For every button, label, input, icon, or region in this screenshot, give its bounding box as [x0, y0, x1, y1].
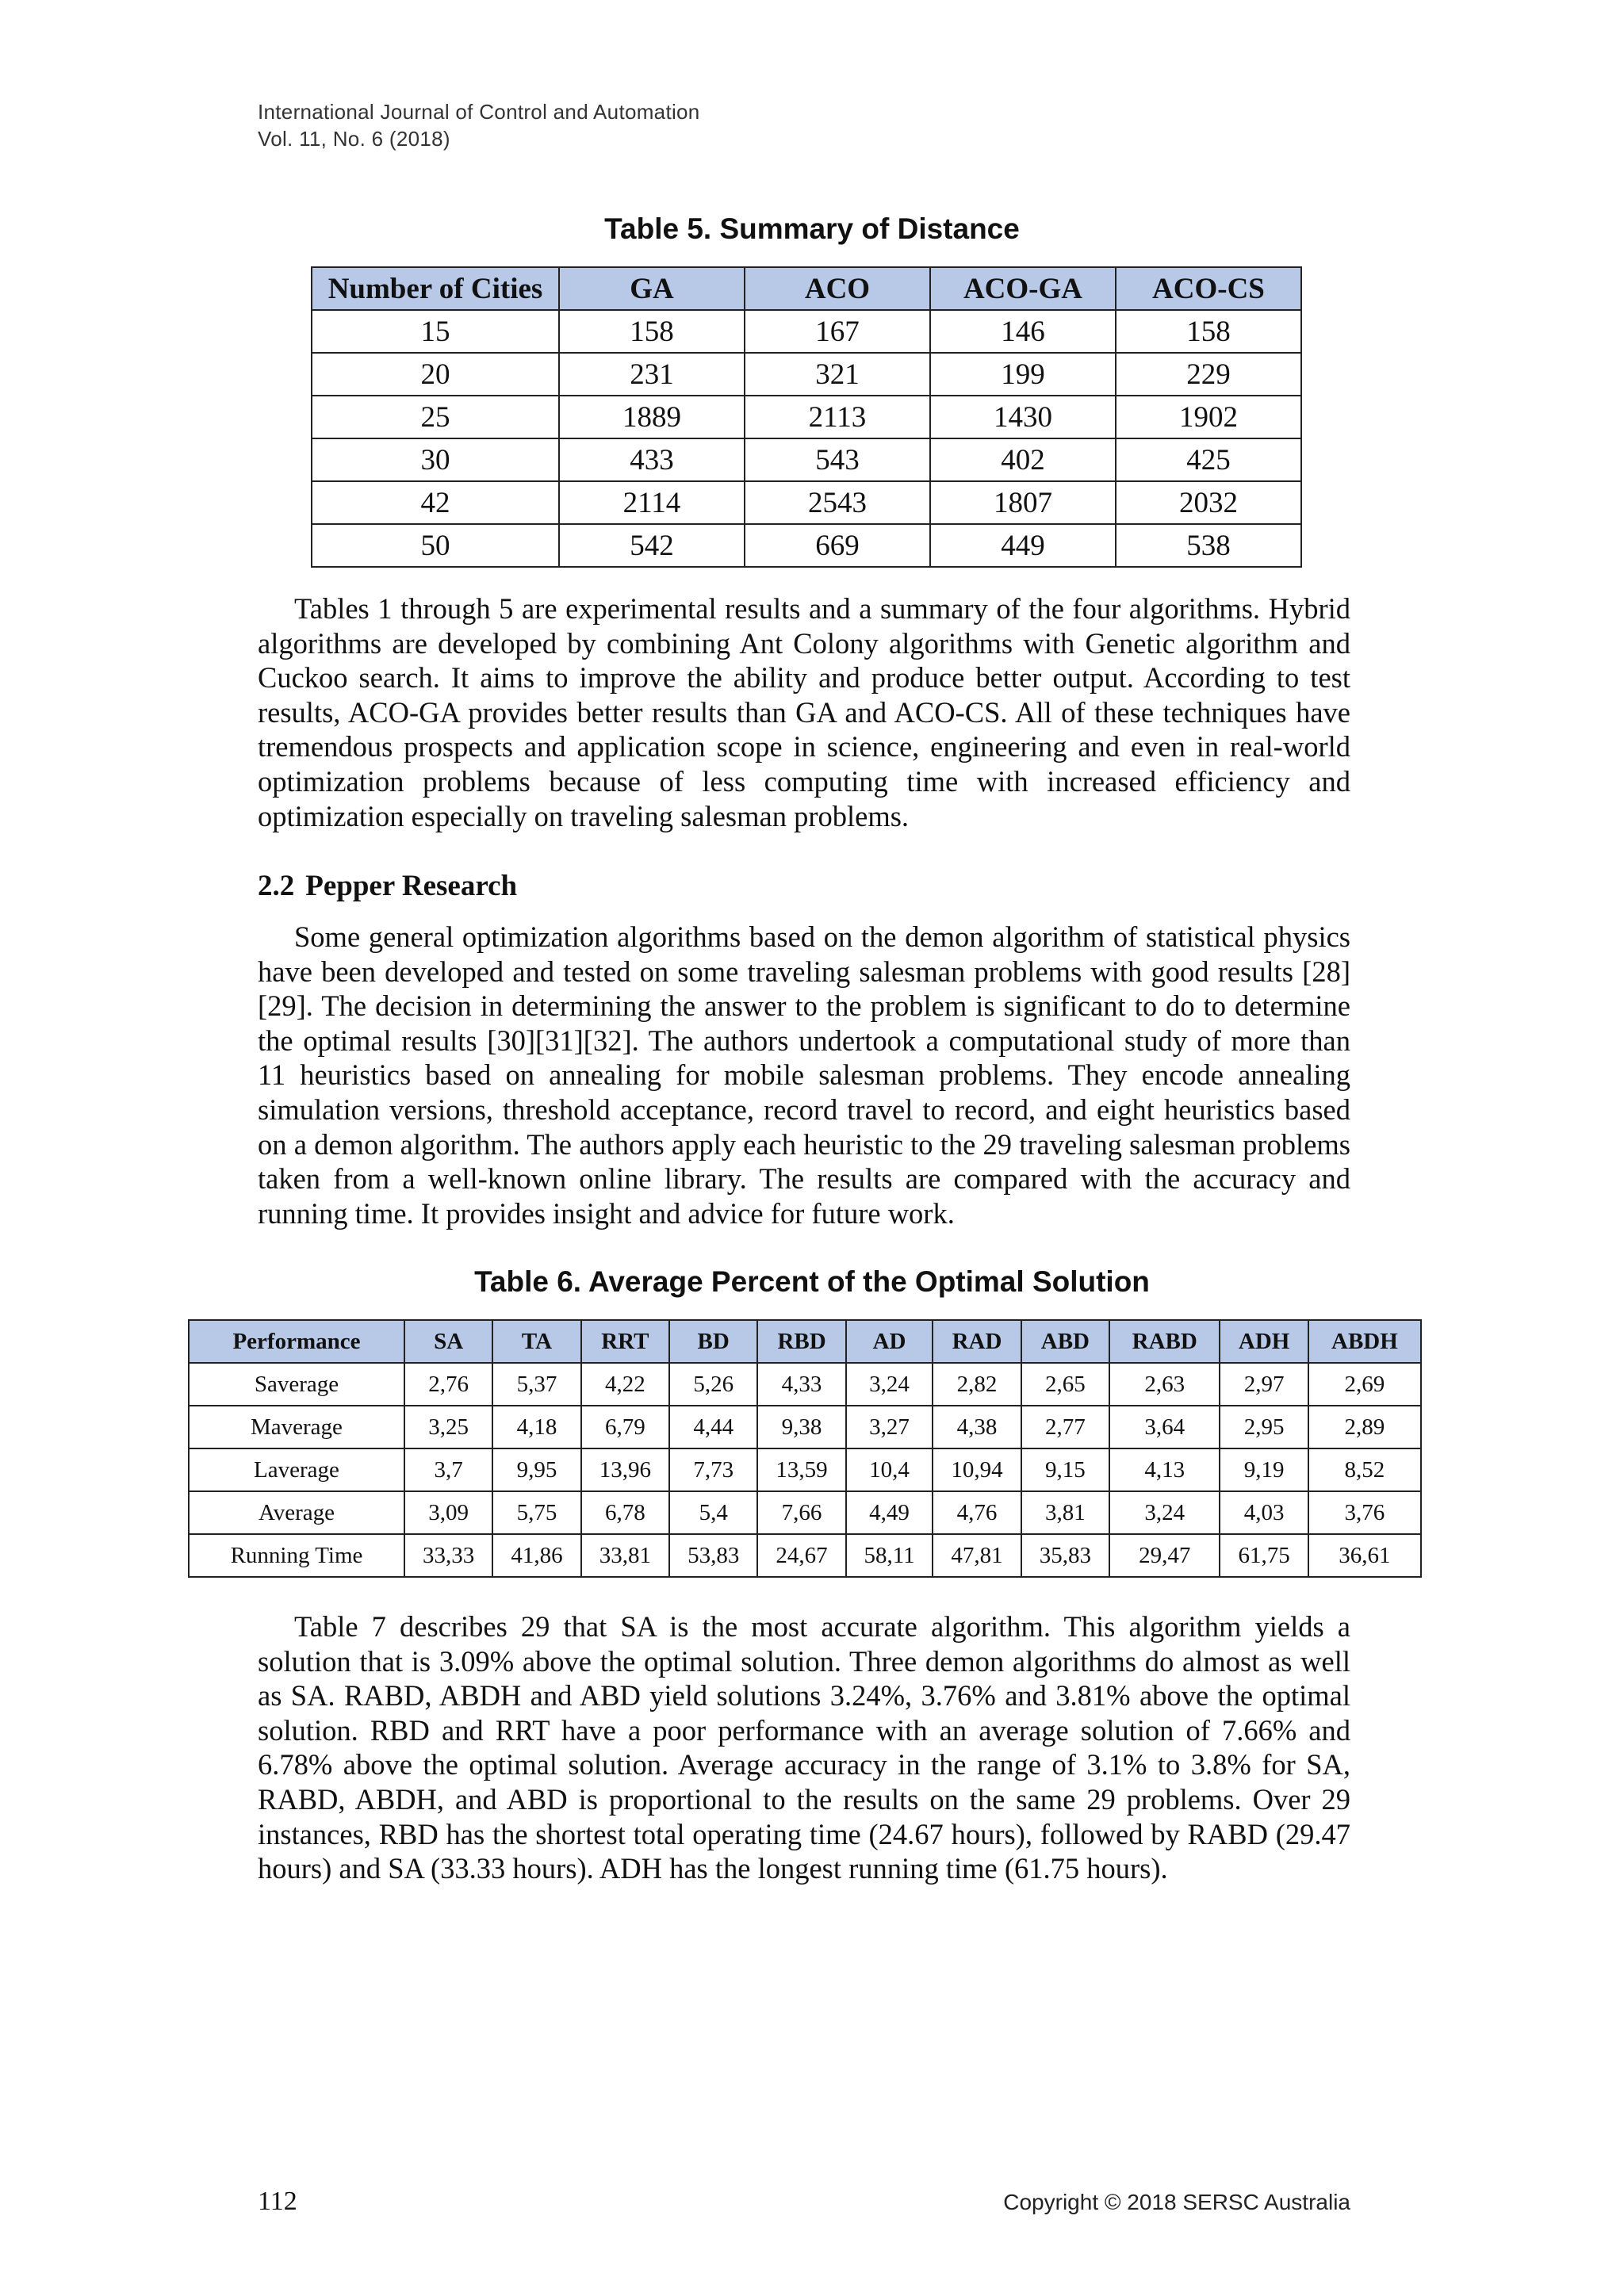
table-cell: 2,76 [404, 1363, 492, 1406]
table-cell: Laverage [189, 1448, 404, 1491]
table-cell: 33,33 [404, 1534, 492, 1577]
page-number: 112 [258, 2187, 297, 2216]
table-cell: 8,52 [1308, 1448, 1421, 1491]
table-cell: 2,89 [1308, 1406, 1421, 1448]
table-cell: 146 [930, 310, 1116, 353]
table-row [312, 396, 1301, 438]
table6-header-cell: Performance [189, 1320, 404, 1363]
table5-header-cell: ACO [745, 267, 930, 310]
table-cell: 402 [930, 438, 1116, 481]
table-cell: 2,97 [1220, 1363, 1308, 1406]
table-cell: Saverage [189, 1363, 404, 1406]
table-row [312, 353, 1301, 396]
table6-header-cell: ABDH [1308, 1320, 1421, 1363]
table6-header-cell: BD [669, 1320, 757, 1363]
table-cell: 3,27 [846, 1406, 933, 1448]
table-cell: 6,78 [581, 1491, 669, 1534]
table-cell: 3,24 [846, 1363, 933, 1406]
table-cell: 2032 [1116, 481, 1301, 524]
table-cell: 538 [1116, 524, 1301, 567]
table5-header-row [312, 267, 1301, 310]
table-row [189, 1448, 1421, 1491]
table5-caption: Table 5. Summary of Distance [604, 212, 1020, 245]
table-cell: 3,64 [1109, 1406, 1220, 1448]
table-cell: 35,83 [1021, 1534, 1109, 1577]
table-cell: 1430 [930, 396, 1116, 438]
table-cell: 10,94 [933, 1448, 1021, 1491]
table-cell: 4,18 [492, 1406, 580, 1448]
table-cell: 20 [312, 353, 559, 396]
table-cell: 158 [559, 310, 745, 353]
table6-caption: Table 6. Average Percent of the Optimal Solution [474, 1265, 1150, 1298]
table-row [312, 481, 1301, 524]
table-cell: 6,79 [581, 1406, 669, 1448]
table-cell: 1807 [930, 481, 1116, 524]
table-cell: 9,95 [492, 1448, 580, 1491]
table-cell: 42 [312, 481, 559, 524]
copyright-notice: Copyright © 2018 SERSC Australia [1003, 2190, 1350, 2214]
table-cell: 158 [1116, 310, 1301, 353]
table-cell: 4,13 [1109, 1448, 1220, 1491]
table-cell: 2543 [745, 481, 930, 524]
table-cell: 3,24 [1109, 1491, 1220, 1534]
table-cell: 3,09 [404, 1491, 492, 1534]
table-cell: 542 [559, 524, 745, 567]
table-cell: 231 [559, 353, 745, 396]
table-cell: 41,86 [492, 1534, 580, 1577]
table-row [189, 1491, 1421, 1534]
table-cell: 5,75 [492, 1491, 580, 1534]
table-cell: 47,81 [933, 1534, 1021, 1577]
table-cell: 7,66 [757, 1491, 845, 1534]
table-cell: 33,81 [581, 1534, 669, 1577]
table-cell: Running Time [189, 1534, 404, 1577]
table-cell: 13,59 [757, 1448, 845, 1491]
journal-volume: Vol. 11, No. 6 (2018) [258, 127, 450, 151]
table-row [312, 438, 1301, 481]
table-cell: 9,15 [1021, 1448, 1109, 1491]
table-cell: 4,76 [933, 1491, 1021, 1534]
table-cell: 4,49 [846, 1491, 933, 1534]
table-cell: 3,25 [404, 1406, 492, 1448]
table-row [189, 1534, 1421, 1577]
table-cell: 53,83 [669, 1534, 757, 1577]
table-cell: 425 [1116, 438, 1301, 481]
table-cell: 15 [312, 310, 559, 353]
table-row [312, 310, 1301, 353]
table-cell: 433 [559, 438, 745, 481]
paragraph-summary: Tables 1 through 5 are experimental results and a summary of the four algorithms. Hybrid algorithms are developed by combining Ant Colony algorithms with Genetic algorithm and Cuckoo search. It aims to improve the ability and produce better output. According to test results, ACO-GA provides better results than GA and ACO-CS. All of these techniques have tremendous prospects and application scope in science, engineering and even in real-world optimization problems because of less computing time with increased efficiency and optimization especially on traveling salesman problems. [258, 592, 1350, 832]
table-row [189, 1363, 1421, 1406]
table6-header-cell: TA [492, 1320, 580, 1363]
table-cell: 167 [745, 310, 930, 353]
table-cell: 2,95 [1220, 1406, 1308, 1448]
table-cell: 199 [930, 353, 1116, 396]
table-cell: 9,19 [1220, 1448, 1308, 1491]
table-cell: 4,22 [581, 1363, 669, 1406]
table-cell: 36,61 [1308, 1534, 1421, 1577]
table-cell: 543 [745, 438, 930, 481]
table6-header-row [189, 1320, 1421, 1363]
table-cell: 321 [745, 353, 930, 396]
table-cell: 2,69 [1308, 1363, 1421, 1406]
paragraph-pepper-research: Some general optimization algorithms based on the demon algorithm of statistical physics have been developed and tested on some traveling salesman problems with good results [28][29]. The decision in determining the answer to the problem is significant to do to determine the optimal results [30][31][32]. The authors undertook a computational study of more than 11 heuristics based on annealing for mobile salesman problems. They encode annealing simulation versions, threshold acceptance, record travel to record, and eight heuristics based on a demon algorithm. The authors apply each heuristic to the 29 traveling salesman problems taken from a well-known online library. The results are compared with the accuracy and running time. It provides insight and advice for future work. [258, 920, 1350, 1230]
table-cell: 58,11 [846, 1534, 933, 1577]
table-cell: 3,7 [404, 1448, 492, 1491]
table6-header-cell: RAD [933, 1320, 1021, 1363]
table-cell: 1902 [1116, 396, 1301, 438]
distance-summary-table [311, 266, 1302, 568]
table-cell: 30 [312, 438, 559, 481]
table-cell: 4,44 [669, 1406, 757, 1448]
table-cell: 5,4 [669, 1491, 757, 1534]
table-cell: 13,96 [581, 1448, 669, 1491]
table6-header-cell: AD [846, 1320, 933, 1363]
section-title: Pepper Research [305, 870, 518, 902]
table6-header-cell: RBD [757, 1320, 845, 1363]
table-cell: 3,81 [1021, 1491, 1109, 1534]
table-cell: 50 [312, 524, 559, 567]
table-cell: 24,67 [757, 1534, 845, 1577]
table-cell: 10,4 [846, 1448, 933, 1491]
table6-header-cell: ADH [1220, 1320, 1308, 1363]
table6-header-cell: SA [404, 1320, 492, 1363]
table-cell: 449 [930, 524, 1116, 567]
table-cell: 2,65 [1021, 1363, 1109, 1406]
table5-header-cell: GA [559, 267, 745, 310]
table-cell: 5,26 [669, 1363, 757, 1406]
table-row [189, 1406, 1421, 1448]
optimal-solution-table [188, 1319, 1422, 1578]
table5-header-cell: ACO-CS [1116, 267, 1301, 310]
table6-header-cell: RABD [1109, 1320, 1220, 1363]
journal-name: International Journal of Control and Automation [258, 100, 700, 124]
table-cell: 61,75 [1220, 1534, 1308, 1577]
table-cell: 669 [745, 524, 930, 567]
table-cell: Maverage [189, 1406, 404, 1448]
table-cell: 29,47 [1109, 1534, 1220, 1577]
table-cell: 2,63 [1109, 1363, 1220, 1406]
table-cell: 9,38 [757, 1406, 845, 1448]
table-cell: 7,73 [669, 1448, 757, 1491]
table-row [312, 524, 1301, 567]
table5-header-cell: Number of Cities [312, 267, 559, 310]
section-heading [258, 869, 517, 903]
section-number: 2.2 [258, 870, 295, 902]
paragraph-table7-discussion: Table 7 describes 29 that SA is the most accurate algorithm. This algorithm yields a solution that is 3.09% above the optimal solution. Three demon algorithms do almost as well as SA. RABD, ABDH and ABD yield solutions 3.24%, 3.76% and 3.81% above the optimal solution. RBD and RRT have a poor performance with an average solution of 7.66% and 6.78% above the optimal solution. Average accuracy in the range of 3.1% to 3.8% for SA, RABD, ABDH, and ABD is proportional to the results on the same 29 problems. Over 29 instances, RBD has the shortest total operating time (24.67 hours), followed by RABD (29.47 hours) and SA (33.33 hours). ADH has the longest running time (61.75 hours). [258, 1610, 1350, 1885]
table-cell: 2,77 [1021, 1406, 1109, 1448]
table6-header-cell: ABD [1021, 1320, 1109, 1363]
table5-header-cell: ACO-GA [930, 267, 1116, 310]
table-cell: 3,76 [1308, 1491, 1421, 1534]
table-cell: 4,03 [1220, 1491, 1308, 1534]
running-header [258, 98, 700, 152]
table-cell: 2113 [745, 396, 930, 438]
table6-header-cell: RRT [581, 1320, 669, 1363]
table-cell: 25 [312, 396, 559, 438]
table-cell: Average [189, 1491, 404, 1534]
table-cell: 5,37 [492, 1363, 580, 1406]
table-cell: 4,38 [933, 1406, 1021, 1448]
table-cell: 4,33 [757, 1363, 845, 1406]
table-cell: 1889 [559, 396, 745, 438]
table-cell: 2,82 [933, 1363, 1021, 1406]
table-cell: 229 [1116, 353, 1301, 396]
table-cell: 2114 [559, 481, 745, 524]
